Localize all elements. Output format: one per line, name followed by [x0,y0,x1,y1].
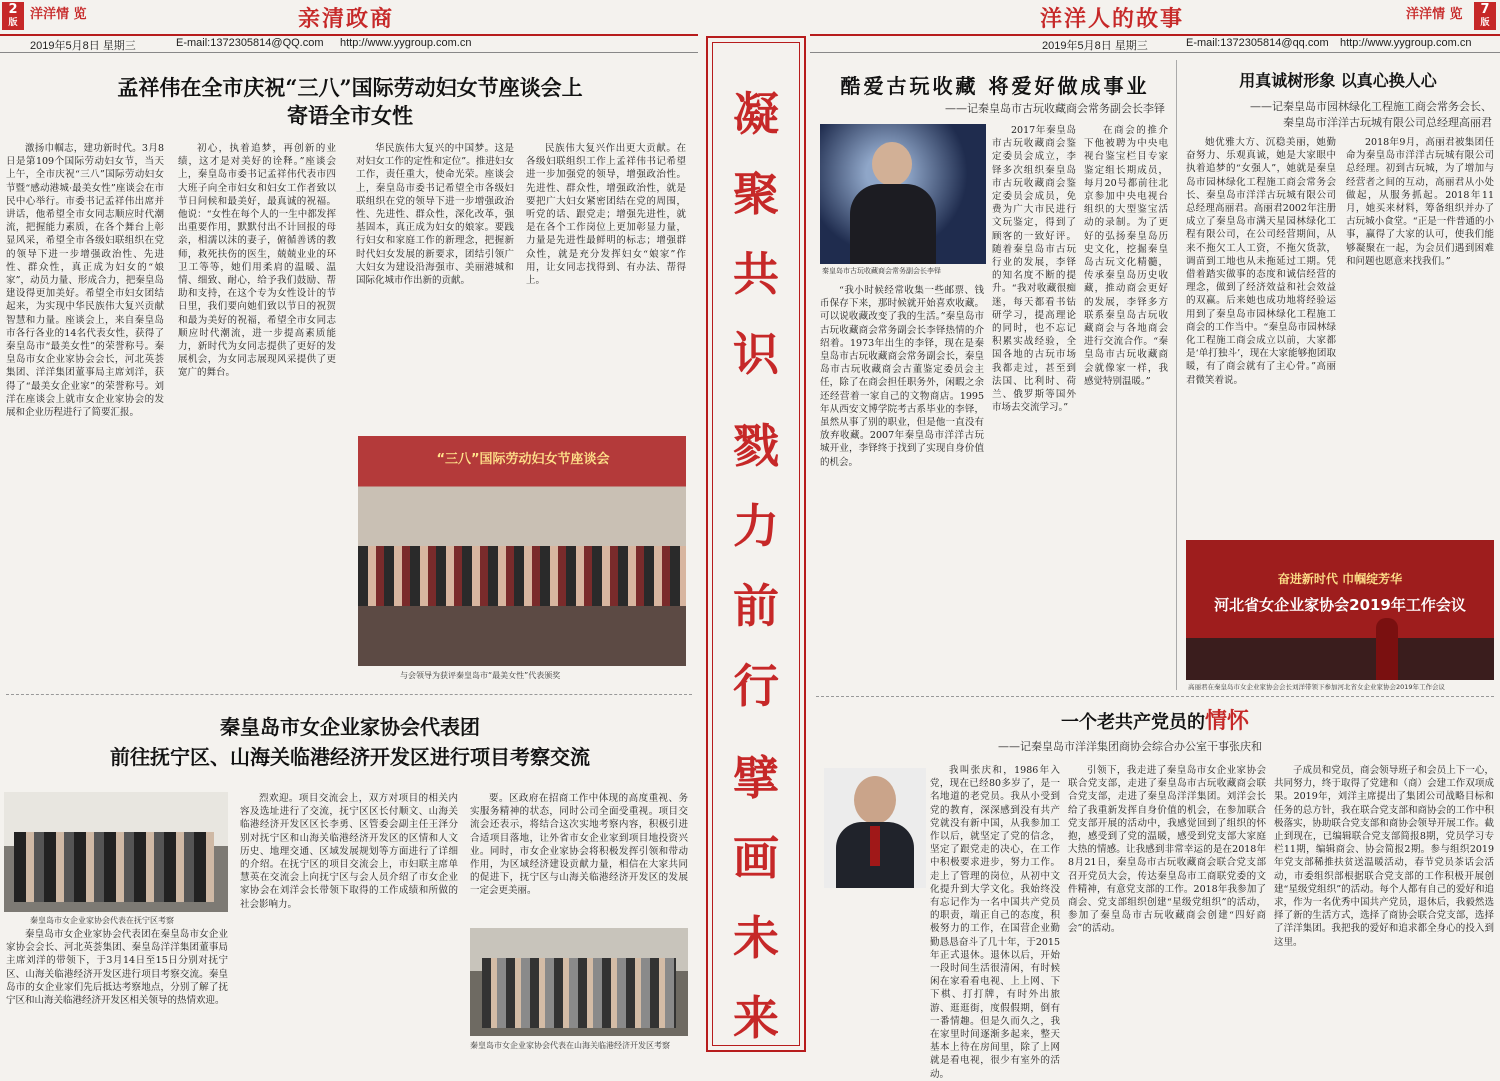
article1-headline-line1: 孟祥伟在全市庆祝“三八”国际劳动妇女节座谈会上 [117,75,583,100]
article3-column-1: 我叫张庆和，1986年入党，现在已经80多岁了，是一名地道的老党员。我从小受到党的教育，深深感到没有共产党就没有新中国，从我参加工作以后，就坚定了党的信念，坚定了跟党走的决心，在工作中积极要求进步，努力工作。走上了管理的岗位，从初中文化提升到大学文化。我始终没有忘记作为一名中国共产党员的职责，端正自己的态度，积极努力的工作，在国营企业勤勤恳恳奋斗了几十年，于2015年正式退休。退休以后，开始一段时间生活很清闲，有时候闲在家看看电视、上上网、下下棋、打打牌，有时外出旅游、逛逛街，度假假期，倒有一番情趣。但是久而久之，我在家里时间逐渐多起来，整天基本上待在房间里，除了上网就是看电视，很少有室外的活动。 [930,765,1060,1080]
article3-column-2: 引领下，我走进了秦皇岛市女企业家协会联合党支部，走进了秦皇岛市古玩收藏商会联合党支部，走进了秦皇岛洋洋集团。刘洋会长给了我重新发挥自身价值的机会，在参加联合党支部开展的活动中，我感觉回到了组织的怀抱，感受到了党的温暖，感受到党支部大家庭大热的情感。让我感到非常幸运的是在2018年8月21日，秦皇岛市古玩收藏商会联合党支部召开党员大会，传达秦皇岛市工商联党委的文件精神，有意党支部的工作。2018年我参加了商会、党支部组织创建“星级党组织”的活动，参加了秦皇岛市古玩收藏商会创建“四好商会”的活动。 [1068,765,1266,935]
slogan-char: 戮 [733,419,779,473]
article2-subline-2: 秦皇岛市洋洋古玩城有限公司总经理高丽君 [1283,116,1492,129]
photo-suit [850,184,936,264]
article2-subline-1: ——记秦皇岛市园林绿化工程施工商会常务会长、 [1250,100,1492,113]
photo-people-row [358,546,686,606]
page-number: 2 [8,2,18,17]
article1-column-2: 2017年秦皇岛市古玩收藏商会鉴定委员会成立，李铎多次组织秦皇岛市古玩收藏商会鉴定委员会成员，免费为广大市民进行文玩鉴定，得到了顾客的一致好评。随着秦皇岛市古玩行业的发展，李铎的知名度不断的提升。“我对收藏很痴迷，每天都看书钻研学习，提高理论的同时，也不忘记积累实战经验，全国各地的古玩市场我都走过，甚至到法国、比利时、荷兰、俄罗斯等国外市场去交流学习。” [992,125,1076,414]
slogan-char: 凝 [733,87,779,141]
article1-photo-caption: 秦皇岛市古玩收藏商会常务副会长李铎 [822,267,941,275]
issue-date: 2019年5月8日 星期三 [30,40,136,52]
header-rule [0,52,698,53]
article1-photo [358,436,686,666]
article1-headline [10,74,690,130]
article2-column-1: 秦皇岛市女企业家协会代表团在秦皇岛市女企业家协会会长、河北英荟集团、秦皇岛洋洋集团董事局主席刘洋的带领下，于3月14日至15日分别对抚宁区、山海关临港经济开发区进行项目考察交流。秦皇岛市的女企业家们先后抵达考察地点，分别了解了抚宁区和山海关临港经济开发区相关领导的热情欢迎。 [6,929,228,1007]
photo-face [872,142,912,186]
article2-photo-1 [4,792,228,912]
article2-photo-1-caption: 秦皇岛市女企业家协会代表在抚宁区考察 [30,916,174,925]
center-slogan-band [698,0,810,1056]
article1-headline: 酷爱古玩收藏 将爱好做成事业 [840,74,1150,98]
article3-headline-main: 一个老共产党员的 [1060,712,1205,733]
photo-face [854,776,896,824]
article2-headline [10,712,690,772]
article1-column-4: 民族伟大复兴作出更大贡献。在各级妇联组织工作上孟祥伟书记希望进一步加强党的领导，增强政治性。先进性、群众性，增强政治性，就是要把广大妇女紧密团结在党的周围，听党的话、跟党走；增强先进性，就是在各个工作岗位上更加彰显力量，力量是先进性最鲜明的标志；增强群众性，就是充分发挥妇女“娘家”作用，让女同志找得到、有办法、帮得上。 [526,143,686,287]
date-line [810,36,1500,52]
article1-subline: ——记秦皇岛市古玩收藏商会常务副会长李铎 [945,102,1165,115]
section-title: 亲清政商 [298,7,395,32]
article1-column-1: “我小时候经常收集一些邮票、钱币保存下来，那时候就开始喜欢收藏。可以说收藏改变了我的生活。”秦皇岛市古玩收藏商会常务副会长李铎热情的介绍着。1973年出生的李铎，现在是秦皇岛市古玩收藏商会常务副会长，秦皇岛市古玩收藏商会古董鉴定委员会主任，除了在商会担任职务外，闲暇之余还经营着一家自己的文物商店。1995年从西安文博学院考古系毕业的李铎，虽然从事了别的职业，但是他一直没有放弃收藏。2007年秦皇岛市洋洋古玩城开业，李铎终于找到了实现自身价值的机会。 [820,285,984,468]
article-divider [816,696,1494,697]
article1-column-2: 初心，执着追梦，再创新的业绩，这才是对美好的诠释。”座谈会上，秦皇岛市委书记孟祥伟代表市四大班子向全市妇女和妇女工作者致以节日问候和最美好，最真诚的祝福。他说：“女性在每个人的一生中都发挥出重要作用，默默付出不计回报的母亲，相濡以沫的妻子，俯循善诱的教师，救死扶伤的医生，兢兢业业的环卫工等等，她们用柔肩的温暖、温情、细致、耐心，给予我们鼓励、帮助和支持，在这个专为女性设计的节日里，我们要向她们致以节日的祝贺和最为美好的祝福，希望全市女同志顺应时代潮流，进一步提高素质能力，新时代为女同志提供了更好的发展机会，为女同志展现风采提供了更宽广的舞台。 [178,143,336,379]
email: E-mail:1372305814@qq.com [1186,37,1329,49]
left-header [0,0,698,36]
slogan-char: 识 [733,327,779,381]
right-header [810,0,1500,36]
page-number-badge [1474,2,1496,30]
page-number: 7 [1480,2,1490,17]
header-rule [810,52,1500,53]
slogan-char: 擘 [733,751,779,805]
article1-headline-line2: 寄语全市女性 [287,103,413,128]
article1-column-1: 激扬巾帼志，建功新时代。3月8日是第109个国际劳动妇女节，当天上午，全市庆祝“三八”国际劳动妇女节暨“感动港城·最美女性”座谈会在市民中心举行。市委书记孟祥伟出席并讲话，他希望全市女同志顺应时代潮流，把握能力素质，在各个舞台上彰显风采，希望全市各级妇联组织在党的领导下进一步增强政治性、先进性、群众性，真正成为妇女的“娘家”，动员力量、形成合力，把秦皇岛建设得更加美好。希望全市妇女团结起来，为实现中华民族伟大复兴贡献智慧和力量。座谈会上，来自秦皇岛市各行各业的14名代表女性，获得了秦皇岛市“最美女性”的荣誉称号。秦皇岛市女企业家协会会长，河北英荟集团、洋洋集团董事局主席刘洋，获得了“最美女企业家”的荣誉称号。刘洋在座谈会上就市女企业家协会的发展和企业历程进行了简要汇报。 [6,143,164,419]
article3-photo [824,768,926,888]
slogan-char: 聚 [733,167,779,221]
email: E-mail:1372305814@QQ.com [176,37,324,49]
photo-banner-line1: 奋进新时代 巾帼绽芳华 [1277,572,1403,586]
page-label: 版 [1480,18,1490,28]
left-page [0,0,698,1056]
article2-headline-line1: 秦皇岛市女企业家协会代表团 [220,715,480,739]
article1-photo-caption: 与会领导为获评秦皇岛市“最美女性”代表颁奖 [400,671,561,680]
photo-figure [1376,618,1398,680]
page-label: 版 [8,18,18,28]
article2-column-2: 2018年9月，高丽君被集团任命为秦皇岛市洋洋古玩城有限公司总经理。初到古玩城，为了增加与经营者之间的互动，高丽君从小处做起，从服务抓起。2018年11月，她买来材料，筹备组织并办了古玩城小食堂。“正是一件普通的小事，赢得了大家的认可，使我们能够凝聚在一起，为会员们遇到困难和问题也愿意来找我们。” [1346,137,1494,267]
photo-1-people [14,832,214,902]
date-line [0,36,698,52]
article2-headline-line2: 前往抚宁区、山海关临港经济开发区进行项目考察交流 [110,745,590,769]
masthead: 洋洋情 览 [1406,7,1463,22]
page-number-badge [2,2,24,30]
website-url: http://www.yygroup.com.cn [340,37,472,49]
article1-photo [820,124,986,264]
website-url: http://www.yygroup.com.cn [1340,37,1472,49]
slogan-char: 前 [733,579,779,633]
slogan-box [706,36,806,1052]
article2-column-2: 烈欢迎。项目交流会上，双方对项目的相关内容及选址进行了交流，抚宁区区长付顺文、山海关临港经济开发区区长李勇、区管委会副主任王泽分别对抚宁区和山海关临港经济开发区的区情和人文历史、地理交通、区域发展规划等方面进行了详细的介绍。在抚宁区的项目交流会上，市妇联主席单慧英在交流会上向抚宁区与会人员介绍了市女企业家协会在刘洋会长带领下取得的工作成绩和所做的社会影响力。 [240,793,458,910]
article3-column-3: 子成员和党员，商会领导班子和会员上下一心，共同努力，终于取得了党建和（商）会建工作双项成果。2019年，刘洋主席提出了集团公司战略目标和任务的总方针，我在联合党支部和商协会的工作中积极落实，协助联合党支部和商协会领导开展工作。截止到现在，已编辑联合党支部简报8期，党员学习专栏11期，编辑商会、协会简报2期。参与组织2019年党支部稀推扶贫送温暖活动，春节党员茶话会活动，市委组织部根据联合党支部的工作积极开展创建“星级党组织”的活动。每个人都有自己的爱好和追求，作为一名优秀中国共产党员，退休后，我毅然选择了新的生活方式，选择了商协会联合党支部，选择了洋洋集团。我把我的爱好和追求都全身心的投入到这里。 [1274,765,1494,948]
slogan-char: 共 [733,247,779,301]
article2-photo [1186,540,1494,680]
slogan-char: 来 [733,991,779,1045]
column-divider [1176,60,1177,690]
article2-photo-2 [470,928,688,1036]
article2-photo-caption: 高丽君在秦皇岛市女企业家协会会长刘洋带领下参加河北省女企业家协会2019年工作会议 [1188,683,1446,691]
article2-column-3: 要。区政府在招商工作中体现的高度重视、务实服务精神的状态，同时公司全面受重视。项目交流会还表示，将结合这次实地考察内容，积极引进合适项目落地，让外省市女企业家到项目地投资兴业。同时，市女企业家协会将积极发挥引领和带动作用，为区域经济建设贡献力量，相信在大家共同的促进下，抚宁区与山海关临港经济开发区的发展一定会更美丽。 [470,793,688,897]
section-title: 洋洋人的故事 [1040,7,1185,32]
article3-subline: ——记秦皇岛市洋洋集团商协会综合办公室干事张庆和 [998,740,1262,753]
photo-banner-text: “三八”国际劳动妇女节座谈会 [436,452,610,467]
masthead: 洋洋情 览 [30,7,87,22]
article2-photo-2-caption: 秦皇岛市女企业家协会代表在山海关临港经济开发区考察 [470,1041,670,1050]
slogan-char: 力 [733,499,779,553]
article3-headline-accent: 情怀 [1204,708,1249,734]
slogan-char: 画 [733,831,779,885]
photo-2-people [482,958,676,1028]
photo-banner-line2: 河北省女企业家协会2019年工作会议 [1214,596,1466,614]
article1-column-3: 华民族伟大复兴的中国梦。这是对妇女工作的定性和定位”。推进妇女工作，责任重大，使命光荣。座谈会上，秦皇岛市委书记希望全市各级妇联组织在党的领导下进一步增强政治性、先进性、群众性，深化改革，强基固本，真正成为妇女的娘家。要践行妇女和家庭工作的新理念，把握新时代妇女发展的新要求，团结引领广大妇女为建设沿海强市、美丽港城和国际化城市作出新的贡献。 [356,143,514,287]
article1-column-3: 在商会的推介下他被聘为中央电视台鉴宝栏目专家鉴定组长期成员，每月20号都前往北京参加中央电视台组织的大型鉴宝活动的录制。为了更好的弘扬秦皇岛历史文化，挖掘秦皇岛古玩文化精髓，传承秦皇岛历史收藏，推动商会更好的发展，李铎多方联系秦皇岛古玩收藏商会与各地商会进行交流合作。“秦皇岛市古玩收藏商会就像家一样，我感觉特别温暖。” [1084,125,1168,387]
article2-column-1: 她优雅大方、沉稳美丽，她勤奋努力、乐观真诚，她是大家眼中执着追梦的“女强人”，她就是秦皇岛市园林绿化工程施工商会常务会长、秦皇岛市洋洋古玩城有限公司总经理高丽君。高丽君2002年注册成立了秦皇岛市满天星园林绿化工程有限公司，在公司经营期间，从来不拖欠工人工资，不拖欠货款，调苗到工地也从未拖延过工期。凭借着踏实做事的态度和诚信经营的理念，做到了经济效益和社会效益的双赢。后来她也成功地将经验运用到了秦皇岛市园林绿化工程施工商会的工作当中。“秦皇岛市园林绿化工程施工商会成立以前，大家都是‘单打独斗’，现在大家能够抱团取暖，有了商会就有了主心骨。”高丽君微笑着说。 [1186,137,1336,386]
right-page [810,0,1500,1080]
article3-headline [990,704,1320,735]
slogan-char: 未 [733,911,779,965]
article-divider [6,694,692,695]
issue-date: 2019年5月8日 星期三 [1042,40,1148,52]
article2-headline: 用真诚树形象 以真心换人心 [1239,71,1437,90]
slogan-char: 行 [733,659,779,713]
photo-tie [870,826,880,866]
